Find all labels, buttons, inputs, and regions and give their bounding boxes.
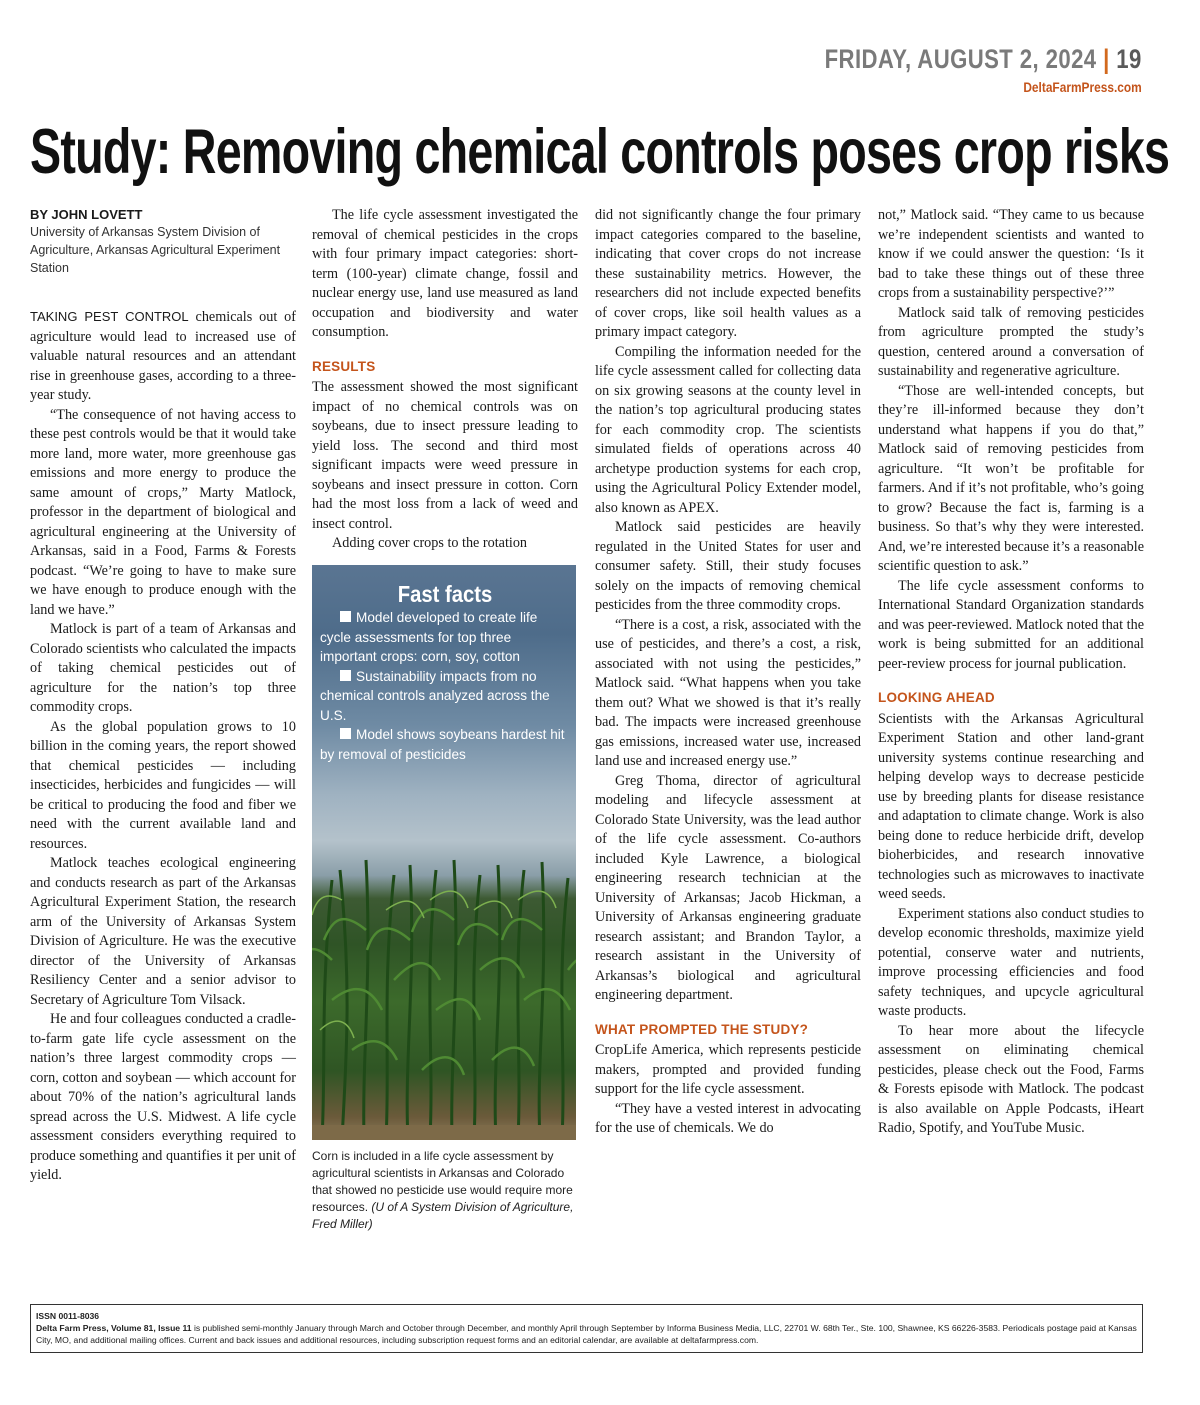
body-paragraph: “There is a cost, a risk, associated with the use of pesticides, and there’s a cost, a risk, associated with not using the pesticides,” Matlock said. “What happens when you take them out? What we showed is that it’s really bad. The impacts were increased greenhouse gas emissions, increased water use, increased land use and increased energy use.”	[595, 616, 861, 769]
body-paragraph: Greg Thoma, director of agricultural modeling and lifecycle assessment at Colorado State University, was the lead author of the life cycle assessment. Co-authors included Kyle Lawrence, a biological engineering research technician at the University of Arkansas; Jacob Hickman, a University of Arkansas engineering graduate research assistant; and Brandon Taylor, a research assistant in the University of Arkansas’s biological and agricultural engineering department.	[595, 772, 861, 1003]
corn-stalks-illustration	[312, 840, 576, 1140]
bullet-square-icon	[340, 728, 351, 739]
photo-caption	[312, 1148, 578, 1233]
body-paragraph: CropLife America, which represents pesticide makers, prompted and provided funding support for the life cycle assessment.	[595, 1042, 861, 1097]
body-paragraph: As the global population grows to 10 billion in the coming years, the report showed that chemical pesticides — including insecticides, herbicides and fungicides — will be critical to producing the food and fiber we need with the current available land and resources.	[30, 718, 296, 852]
article-column-1	[30, 206, 296, 1186]
headline: Study: Removing chemical controls poses crop risks	[30, 117, 1170, 187]
body-paragraph: Matlock said talk of removing pesticides from agriculture prompted the study’s question, centered around a conversation of sustainability and regenerative agriculture.	[878, 304, 1144, 379]
fast-facts-box	[320, 580, 570, 765]
fast-fact-text: Model developed to create life cycle assessments for top three important crops: corn, soy, cotton	[320, 610, 538, 664]
lead-text: chemicals out of agriculture would lead to increased use of valuable natural resources and an attendant rise in greenhouse gases, according to a three-year study.	[30, 309, 297, 403]
bullet-square-icon	[340, 611, 351, 622]
body-paragraph: Matlock is part of a team of Arkansas and Colorado scientists who calculated the impacts of taking chemical pesticides out of agriculture for the nation’s top three commodity crops.	[30, 621, 296, 715]
lead-paragraph	[30, 307, 296, 406]
body-paragraph: Matlock teaches ecological engineering and conducts research as part of the Arkansas Agricultural Experiment Station, the research arm of the University of Arkansas System Division of Agriculture. He was the executive director of the University of Arkansas Resiliency Center and a senior advisor to Secretary of Agriculture Tom Vilsack.	[30, 855, 296, 1008]
publication-notice	[36, 1322, 1137, 1346]
body-paragraph: “They have a vested interest in advocating for the use of chemicals. We do	[595, 1100, 861, 1136]
fast-facts-title: Fast facts	[397, 580, 493, 607]
article-column-4	[878, 206, 1144, 1139]
body-paragraph: The life cycle assessment conforms to International Standard Organization standards and was peer-reviewed. Matlock noted that the work is being submitted for an additional peer-review process for journal publication.	[878, 577, 1144, 672]
article-column-2	[312, 206, 578, 1233]
author-affiliation: University of Arkansas System Division of Agriculture, Arkansas Agricultural Experiment Station	[30, 225, 281, 275]
body-paragraph: Matlock said pesticides are heavily regulated in the United States for user and consumer safety. Still, their study focuses solely on the impacts of removing chemical pesticides from the three commodity crops.	[595, 519, 861, 613]
dateline	[825, 44, 1142, 75]
corn-field-photo	[312, 565, 576, 1140]
subhead-results: RESULTS	[312, 358, 376, 374]
bullet-square-icon	[340, 670, 351, 681]
lead-caps: TAKING PEST CONTROL	[30, 309, 189, 324]
publication-name: Delta Farm Press, Volume 81, Issue 11	[36, 1323, 192, 1333]
body-paragraph: “Those are well-intended concepts, but they’re ill-informed because they don’t understand what happens if you do that,” Matlock said of removing pesticides from agriculture. “It won’t be profitable for farmers. And if it’s not profitable, who’s going to grow? Because the fact is, farming is a business. So that’s why they were interested. And, we’re interested because it’s a reasonable scientific question to ask.”	[878, 382, 1144, 574]
body-paragraph: To hear more about the lifecycle assessment on eliminating chemical pesticides, please check out the Food, Farms & Forests episode with Matlock. The podcast is also available on Apple Podcasts, iHeart Radio, Spotify, and YouTube Music.	[878, 1022, 1144, 1136]
date-separator: |	[1103, 44, 1110, 74]
body-paragraph: He and four colleagues conducted a cradle-to-farm gate life cycle assessment on the nation’s three largest commodity crops — corn, cotton and soybean — which account for about 70% of the nation’s agricultural lands spread across the U.S. Midwest. A life cycle assessment considers everything required to produce something and quantifies it per unit of yield.	[30, 1011, 296, 1183]
caption-text: Corn is included in a life cycle assessment by agricultural scientists in Arkansas and Colorado that showed no pesticide use would require more resources.	[312, 1148, 573, 1214]
article-column-3	[595, 206, 861, 1139]
fast-fact-item	[320, 725, 570, 764]
publication-details: is published semi-monthly January through March and October through December, and monthly April through September by Informa Business Media, LLC, 22701 W. 68th Ter., Ste. 100, Shawnee, KS 66226-3583. Periodicals postage paid at Kansas City, MO, and additional mailing offices. Current and back issues and additional resources, including subscription request forms and an editorial calendar, are available at deltafarmpress.com.	[36, 1323, 1137, 1345]
page-number: 19	[1116, 44, 1142, 74]
page-masthead	[755, 44, 1142, 95]
body-paragraph: not,” Matlock said. “They came to us because we’re independent scientists and wanted to know if we could answer the question: ‘Is it bad to take these things out of these three crops from a sustainability perspective?’”	[878, 207, 1144, 301]
body-paragraph: Scientists with the Arkansas Agricultural Experiment Station and other land-grant university systems continue researching and helping develop ways to decrease pesticide use by breeding plants for disease resistance and adaptation to climate change. Work is also being done to reduce herbicide drift, develop bioherbicides, and research innovative technologies such as microwaves to inactivate weed seeds.	[878, 710, 1144, 902]
fast-fact-item	[320, 667, 570, 726]
publication-footer	[30, 1304, 1143, 1353]
subhead-what-prompted: WHAT PROMPTED THE STUDY?	[595, 1021, 809, 1037]
body-paragraph: Adding cover crops to the rotation	[332, 535, 528, 551]
fast-fact-text: Model shows soybeans hardest hit by removal of pesticides	[320, 727, 565, 762]
body-paragraph: “The consequence of not having access to these pest controls would be that it would take more land, more water, more greenhouse gas emissions and more energy to produce the same amount of crops,” Marty Matlock, professor in the department of biological and agricultural engineering at the University of Arkansas, said in a Food, Farms & Forests podcast. “We’re going to have to make sure we have enough to produce enough with the land we have.”	[30, 406, 296, 618]
body-paragraph: The life cycle assessment investigated the removal of chemical pesticides in the crops with four primary impact categories: short-term (100-year) climate change, fossil and nuclear energy use, land use measured as land occupation and biodiversity and water consumption.	[312, 207, 578, 340]
website-link[interactable]: DeltaFarmPress.com	[1023, 79, 1142, 95]
body-paragraph: did not significantly change the four primary impact categories compared to the baseline, indicating that cover crops do not increase these sustainability metrics. However, the researchers did not include expected benefits of cover crops, like soil health values as a primary impact category.	[595, 207, 861, 340]
subhead-looking-ahead: LOOKING AHEAD	[878, 690, 995, 705]
body-paragraph: Experiment stations also conduct studies to develop economic thresholds, maximize yield potential, conserve water and nutrients, improve processing efficiencies and food safety techniques, and upcycle agricultural waste products.	[878, 905, 1144, 1019]
issue-date: FRIDAY, AUGUST 2, 2024	[824, 44, 1097, 74]
byline: BY JOHN LOVETT	[30, 207, 143, 222]
photo-credit: (U of A System Division of Agriculture, Fred Miller)	[312, 1199, 574, 1231]
issn: ISSN 0011-8036	[36, 1311, 100, 1321]
body-paragraph: Compiling the information needed for the life cycle assessment called for collecting data on six growing seasons at the county level in the nation’s top agricultural producing states for each commodity crop. The scientists simulated fields of operations across 40 archetype production systems for each crop, using the Agricultural Policy Extender model, also known as APEX.	[595, 343, 861, 516]
fast-fact-text: Sustainability impacts from no chemical controls analyzed across the U.S.	[320, 668, 550, 723]
body-paragraph: The assessment showed the most significant impact of no chemical controls was on soybeans, due to insect pressure leading to yield loss. The second and third most significant impacts were weed pressure in soybeans and insect pressure in cotton. Corn had the most loss from a lack of weed and insect control.	[312, 379, 578, 532]
fast-fact-item	[320, 608, 570, 667]
